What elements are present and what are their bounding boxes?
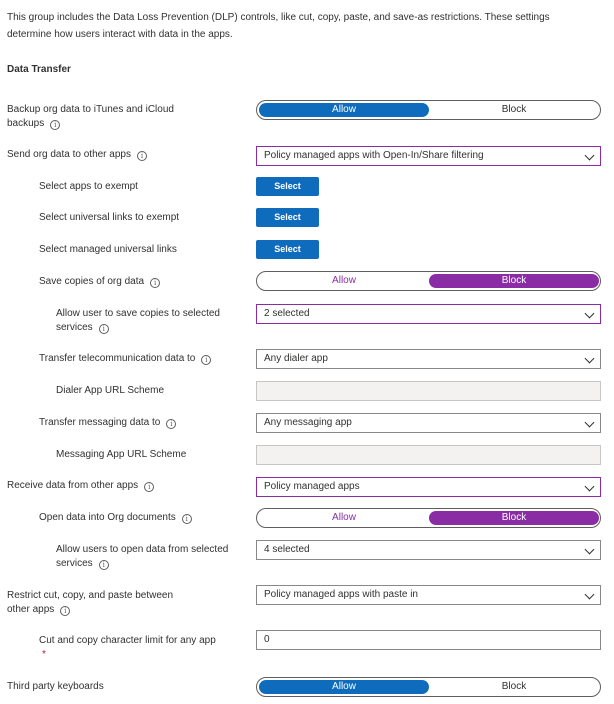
- telecom-dropdown-value: Any dialer app: [264, 353, 328, 364]
- managed-links-select-button[interactable]: Select: [256, 240, 319, 259]
- open-services-label: [56, 543, 228, 571]
- backup-label: [7, 103, 174, 131]
- open-org-block-option[interactable]: Block: [429, 511, 599, 525]
- save-copies-label: Save copies of org data: [39, 276, 145, 287]
- open-org-label-row: [39, 511, 192, 525]
- save-services-dropdown-value: 2 selected: [264, 308, 310, 319]
- chevron-down-icon: [585, 354, 595, 364]
- keyboards-allow-option[interactable]: Allow: [259, 680, 429, 694]
- save-services-dropdown[interactable]: [256, 304, 601, 324]
- intro-line-2: determine how users interact with data in the apps.: [7, 29, 233, 40]
- info-icon[interactable]: i: [99, 324, 109, 334]
- open-org-allow-option[interactable]: Allow: [332, 512, 356, 523]
- open-services-dropdown-value: 4 selected: [264, 544, 310, 555]
- messaging-label-row: [39, 416, 176, 430]
- info-icon[interactable]: i: [137, 151, 147, 161]
- open-services-dropdown[interactable]: [256, 540, 601, 560]
- messaging-dropdown[interactable]: [256, 413, 601, 433]
- managed-links-label: Select managed universal links: [39, 244, 177, 255]
- messaging-dropdown-value: Any messaging app: [264, 417, 352, 428]
- info-icon[interactable]: i: [166, 419, 176, 429]
- info-icon[interactable]: i: [99, 560, 109, 570]
- exempt-apps-label: Select apps to exempt: [39, 181, 138, 192]
- send-dropdown[interactable]: [256, 146, 601, 166]
- save-copies-block-option[interactable]: Block: [429, 274, 599, 288]
- chevron-down-icon: [585, 545, 595, 555]
- save-services-label-line-2: services: [56, 322, 93, 333]
- telecom-dropdown[interactable]: [256, 349, 601, 369]
- intro-line-1: This group includes the Data Loss Prevention (DLP) controls, like cut, copy, paste, and save-as restrictions. These settings: [7, 12, 550, 23]
- receive-dropdown[interactable]: [256, 477, 601, 497]
- exempt-links-label: Select universal links to exempt: [39, 212, 180, 223]
- exempt-apps-select-button[interactable]: Select: [256, 177, 319, 196]
- receive-dropdown-value: Policy managed apps: [264, 481, 360, 492]
- info-icon[interactable]: i: [182, 514, 192, 524]
- chevron-down-icon: [585, 309, 595, 319]
- restrict-ccp-dropdown-value: Policy managed apps with paste in: [264, 589, 418, 600]
- save-services-label-line-1: Allow user to save copies to selected: [56, 308, 220, 319]
- save-services-label: [56, 307, 220, 335]
- info-icon[interactable]: i: [60, 606, 70, 616]
- restrict-ccp-label-line-1: Restrict cut, copy, and paste between: [7, 590, 174, 601]
- backup-allow-option[interactable]: Allow: [259, 103, 429, 117]
- section-title: Data Transfer: [7, 64, 71, 75]
- chevron-down-icon: [585, 590, 595, 600]
- char-limit-input[interactable]: 0: [256, 630, 601, 650]
- send-label: Send org data to other apps: [7, 149, 131, 160]
- dialer-scheme-label: Dialer App URL Scheme: [56, 385, 165, 396]
- required-marker: *: [42, 649, 46, 660]
- intro-text: [7, 9, 607, 43]
- open-org-label: Open data into Org documents: [39, 512, 176, 523]
- backup-toggle: [256, 100, 601, 120]
- info-icon[interactable]: i: [150, 278, 160, 288]
- char-limit-label: [39, 634, 216, 662]
- backup-block-option[interactable]: Block: [501, 104, 527, 115]
- restrict-ccp-label-line-2: other apps: [7, 604, 55, 615]
- messaging-scheme-field[interactable]: [256, 445, 601, 465]
- open-services-label-line-1: Allow users to open data from selected: [56, 544, 229, 555]
- backup-label-line-1: Backup org data to iTunes and iCloud: [7, 104, 174, 115]
- keyboards-block-option[interactable]: Block: [501, 681, 527, 692]
- telecom-label-row: [39, 352, 211, 366]
- char-limit-label-text: Cut and copy character limit for any app: [39, 635, 216, 646]
- save-copies-allow-option[interactable]: Allow: [332, 275, 356, 286]
- restrict-ccp-label: [7, 589, 173, 617]
- send-label-row: [7, 148, 147, 162]
- open-org-toggle: [256, 508, 601, 528]
- restrict-ccp-dropdown[interactable]: [256, 585, 601, 605]
- dialer-scheme-field[interactable]: [256, 381, 601, 401]
- info-icon[interactable]: i: [50, 120, 60, 130]
- info-icon[interactable]: i: [201, 355, 211, 365]
- messaging-scheme-label: Messaging App URL Scheme: [56, 449, 187, 460]
- keyboards-toggle: [256, 677, 601, 697]
- send-dropdown-value: Policy managed apps with Open-In/Share filtering: [264, 150, 484, 161]
- keyboards-label: Third party keyboards: [7, 681, 104, 692]
- backup-label-line-2: backups: [7, 118, 45, 129]
- exempt-links-select-button[interactable]: Select: [256, 208, 319, 227]
- open-services-label-line-2: services: [56, 558, 93, 569]
- save-copies-toggle: [256, 271, 601, 291]
- chevron-down-icon: [585, 418, 595, 428]
- chevron-down-icon: [585, 151, 595, 161]
- receive-label-row: [7, 479, 154, 493]
- chevron-down-icon: [585, 482, 595, 492]
- save-copies-label-row: [39, 275, 160, 289]
- info-icon[interactable]: i: [144, 482, 154, 492]
- messaging-label: Transfer messaging data to: [39, 417, 161, 428]
- receive-label: Receive data from other apps: [7, 480, 139, 491]
- telecom-label: Transfer telecommunication data to: [39, 353, 196, 364]
